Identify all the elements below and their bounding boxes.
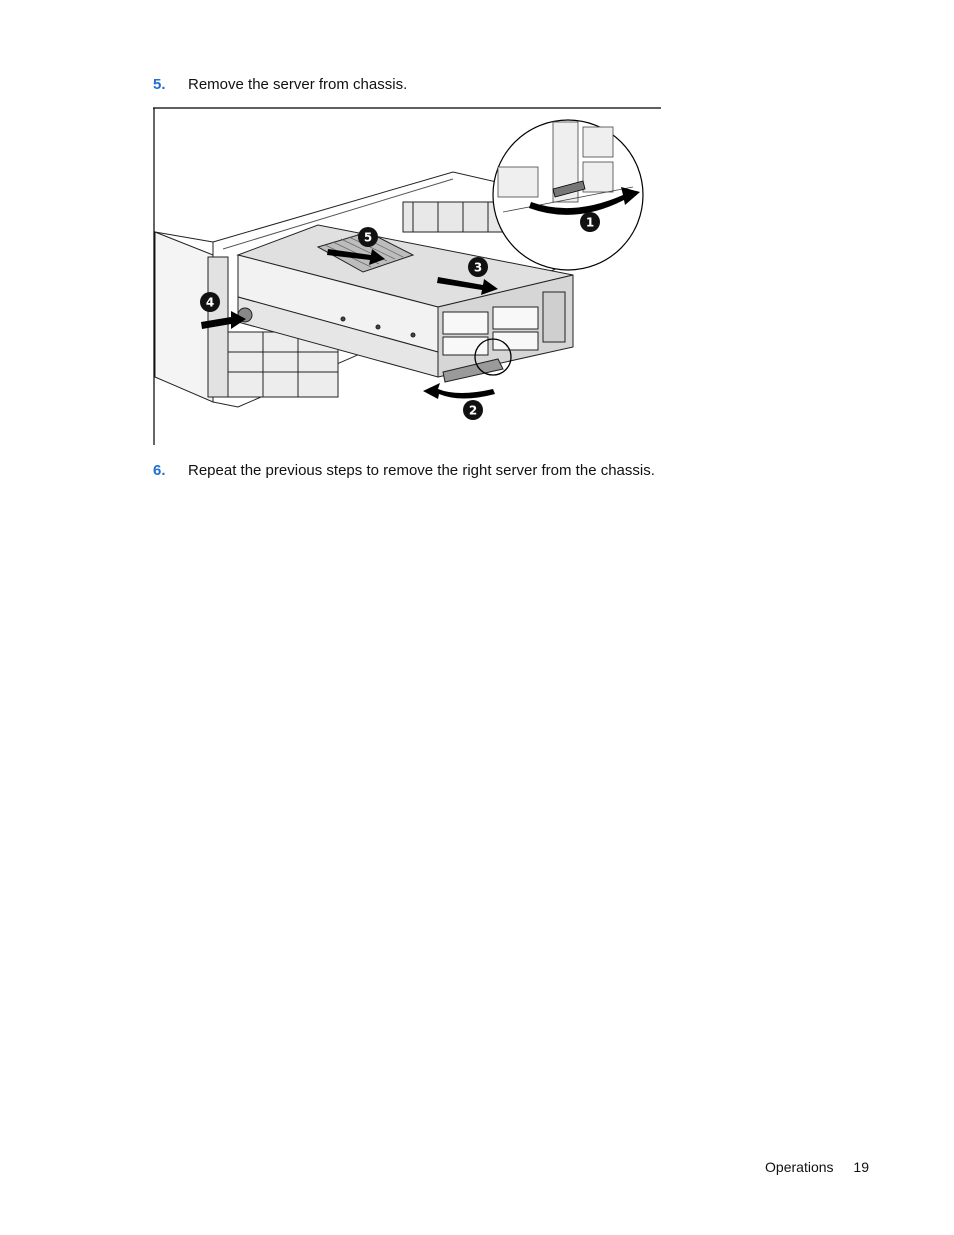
- page-footer: [765, 1159, 869, 1175]
- callout-2: [463, 400, 483, 420]
- step-number: 5.: [153, 76, 166, 93]
- step-text: Repeat the previous steps to remove the right server from the chassis.: [188, 462, 655, 479]
- svg-text:2: 2: [468, 403, 478, 418]
- step-text: Remove the server from chassis.: [188, 76, 408, 93]
- svg-text:3: 3: [473, 260, 483, 275]
- svg-text:1: 1: [585, 215, 595, 230]
- step-number: 6.: [153, 462, 166, 479]
- svg-text:4: 4: [205, 295, 215, 310]
- svg-text:5: 5: [363, 230, 373, 245]
- detail-zoom: [493, 120, 643, 270]
- page-number: 19: [853, 1159, 869, 1175]
- callout-1: [580, 212, 600, 232]
- server-removal-illustration: [153, 107, 661, 445]
- callout-4: [200, 292, 220, 312]
- callout-3: [468, 257, 488, 277]
- footer-section: Operations: [765, 1159, 834, 1175]
- callout-5: [358, 227, 378, 247]
